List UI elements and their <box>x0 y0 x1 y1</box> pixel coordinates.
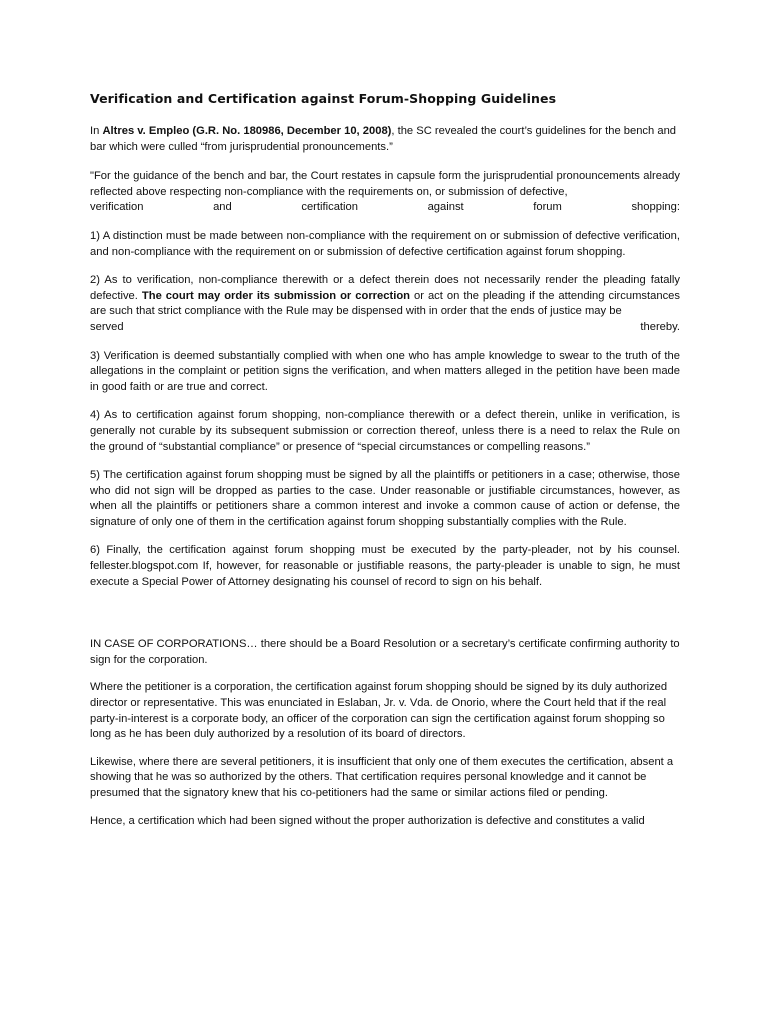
intro-pre: In <box>90 125 103 137</box>
guideline-item-5: 5) The certification against forum shopping must be signed by all the plaintiffs or petitioners in a case; otherwise, those who did not sign will be dropped as parties to the case. Under reasonable or justifiable circumstances, however, as when all the plaintiffs or petitioners share a common interest and invoke a common cause of action or defense, the signature of only one of them in the certification against forum shopping substantially complies with the Rule. <box>90 469 680 528</box>
quote-paragraph: "For the guidance of the bench and bar, the Court restates in capsule form the jurisprudential pronouncements already reflected above respecting non-compliance with the requirements on, or submission of defective, <box>90 170 680 198</box>
intro-paragraph <box>90 124 680 155</box>
guideline-item-2 <box>90 273 680 320</box>
guideline-item-6: 6) Finally, the certification against forum shopping must be executed by the party-pleader, not by his counsel. fellester.blogspot.com If, however, for reasonable or justifiable reasons, the party-pleader is unable to sign, he must execute a Special Power of Attorney designating his counsel of record to sign on his behalf. <box>90 544 680 588</box>
corporations-paragraph-1: Where the petitioner is a corporation, the certification against forum shopping should be signed by its duly authorized director or representative. This was enunciated in Eslaban, Jr. v. Vda. de Onorio, where the Court held that if the real party-in-interest is a corporate body, an officer of the corporation can sign the certification against forum shopping so long as he has been duly authorized by a resolution of its board of directors. <box>90 681 668 741</box>
guideline-item-1: 1) A distinction must be made between non-compliance with the requirement on or submission of defective verification, and non-compliance with the requirement on or submission of defective certification against forum shopping. <box>90 229 680 258</box>
document-title: Verification and Certification against Forum-Shopping Guidelines <box>90 91 557 106</box>
guideline-item-2-last-line: served thereby. <box>90 320 680 333</box>
quote-paragraph-last-line: verification and certification against forum shopping: <box>90 201 680 214</box>
intro-post: , the SC revealed the court’s guidelines for the bench and bar which were culled “from jurisprudential pronouncements.” <box>90 125 677 153</box>
item2-post: or act on the pleading if the attending circumstances are such that strict compliance with the Rule may be dispensed with in order that the ends of justice may be <box>90 289 680 318</box>
corporations-paragraph-3: Hence, a certification which had been signed without the proper authorization is defective and constitutes a valid <box>90 814 645 827</box>
case-citation: Altres v. Empleo (G.R. No. 180986, December 10, 2008) <box>102 125 392 137</box>
corporations-heading: IN CASE OF CORPORATIONS… there should be a Board Resolution or a secretary’s certificate confirming authority to sign for the corporation. <box>90 638 680 666</box>
corporations-paragraph-2: Likewise, where there are several petitioners, it is insufficient that only one of them executes the certification, absent a showing that he was so authorized by the others. That certification requires personal knowledge and it cannot be presumed that the signatory knew that his co-petitioners had the same or similar actions filed or pending. <box>90 755 674 799</box>
guideline-item-4: 4) As to certification against forum shopping, non-compliance therewith or a defect therein, unlike in verification, is generally not curable by its subsequent submission or correction thereof, unless there is a need to relax the Rule on the ground of “substantial compliance” or presence of “special circumstances or compelling reasons.” <box>90 409 680 453</box>
guideline-item-3: 3) Verification is deemed substantially complied with when one who has ample knowledge to swear to the truth of the allegations in the complaint or petition signs the verification, and when matters alleged in the petition have been made in good faith or are true and correct. <box>90 349 680 393</box>
item2-bold: The court may order its submission or correction <box>141 289 410 302</box>
item2-pre: 2) As to verification, non-compliance therewith or a defect therein does not necessarily render the pleading fatally defective. <box>90 274 680 302</box>
